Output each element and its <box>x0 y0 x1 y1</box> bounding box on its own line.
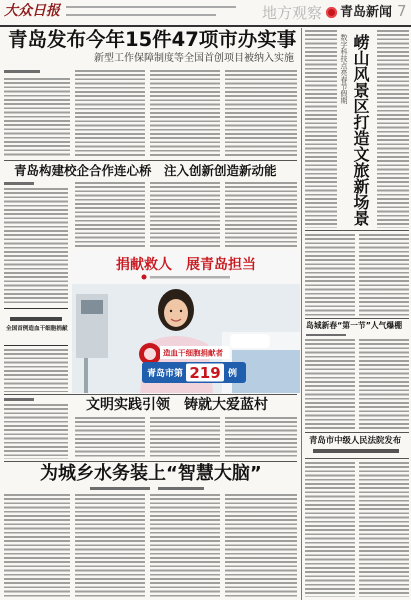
body-text-column <box>359 234 409 316</box>
body-text-column <box>4 494 70 597</box>
body-text-column <box>150 182 220 247</box>
body-text-column <box>150 417 220 459</box>
donor-photo <box>72 250 300 393</box>
sign-suffix: 例 <box>228 369 238 379</box>
lancun-headline: 文明实践引领 铸就大爱蓝村 <box>86 397 268 413</box>
section-rule <box>305 230 409 231</box>
body-text-column <box>150 70 220 158</box>
header-rule <box>0 25 411 27</box>
donation-headline-box <box>4 308 68 346</box>
body-text-column <box>305 462 355 597</box>
water-byline-2 <box>158 487 204 490</box>
lead-byline <box>4 70 40 73</box>
photo-banner-text: 捐献救人 展青岛担当 <box>116 257 256 273</box>
body-text-column <box>305 234 355 316</box>
body-text-column <box>305 339 355 430</box>
court-headline-line2 <box>313 449 399 453</box>
body-text-column <box>225 182 297 247</box>
column-divider <box>301 28 302 600</box>
lead-subheadline: 新型工作保障制度等全国首创项目被纳入实施 <box>94 53 294 64</box>
body-text-column <box>225 70 297 158</box>
body-text-column <box>75 182 145 247</box>
body-text-column <box>4 404 68 459</box>
section-rule <box>305 432 409 433</box>
masthead-contact-line <box>66 14 216 16</box>
section-rule <box>4 160 297 161</box>
body-text-column <box>225 417 297 459</box>
equipment-screen <box>81 300 103 314</box>
body-text-column <box>359 462 409 597</box>
sign-prefix: 青岛市第 <box>147 369 184 379</box>
water-headline: 为城乡水务装上“智慧大脑” <box>40 463 262 484</box>
masthead-logo: 大众日报 <box>4 3 60 19</box>
body-text-column <box>150 494 220 597</box>
banner-subline <box>150 276 230 279</box>
school-enterprise-headline: 青岛构建校企合作连心桥 注入创新创造新动能 <box>14 163 277 178</box>
body-text-column <box>225 494 297 597</box>
eye-right <box>180 310 182 312</box>
donation-headline-line1 <box>10 317 62 321</box>
body-text-column <box>305 30 337 228</box>
laoshan-headline: 崂山风景区打造文旅新场景 <box>351 34 370 226</box>
festival-byline <box>306 334 346 336</box>
body-text-column <box>4 349 68 392</box>
court-headline-line1: 青岛市中级人民法院发布 <box>309 435 402 445</box>
eye-left <box>170 310 172 312</box>
face <box>164 299 188 327</box>
equipment-stand <box>84 358 88 393</box>
banner-logo-icon <box>142 275 147 280</box>
lead-headline: 青岛发布今年15件47项市办实事 <box>8 28 297 51</box>
lancun-byline <box>4 398 34 401</box>
body-text-column <box>377 30 409 228</box>
body-text-column <box>4 78 70 158</box>
masthead-date-line <box>66 6 236 8</box>
section-rule <box>4 461 297 462</box>
section-rule <box>305 458 409 459</box>
qingdao-news-emblem-icon <box>326 7 337 18</box>
body-text-column <box>4 188 68 305</box>
body-text-column <box>75 494 145 597</box>
section-title: 地方观察 <box>262 4 323 22</box>
sign-number: 219 <box>189 364 221 382</box>
body-text-column <box>75 417 145 459</box>
sign-title: 造血干细胞捐献者 <box>163 348 223 358</box>
page-number: 7 <box>397 2 407 20</box>
body-text-column <box>75 70 145 158</box>
water-byline <box>90 487 150 490</box>
section-rule <box>305 318 409 319</box>
body-text-column <box>359 339 409 430</box>
page-badge: 青岛新闻 <box>340 5 393 20</box>
bed-pillow <box>230 334 270 348</box>
laoshan-kicker: 数字科技点亮春节假期 <box>340 34 348 104</box>
section-rule <box>4 394 297 395</box>
donation-headline-line2: 全国首例造血干细胞捐献 <box>6 326 68 332</box>
festival-headline: 岛城新春“第一节”人气爆棚 <box>306 321 403 330</box>
school-enterprise-byline <box>4 182 34 185</box>
donor-emblem-inner <box>144 348 156 360</box>
